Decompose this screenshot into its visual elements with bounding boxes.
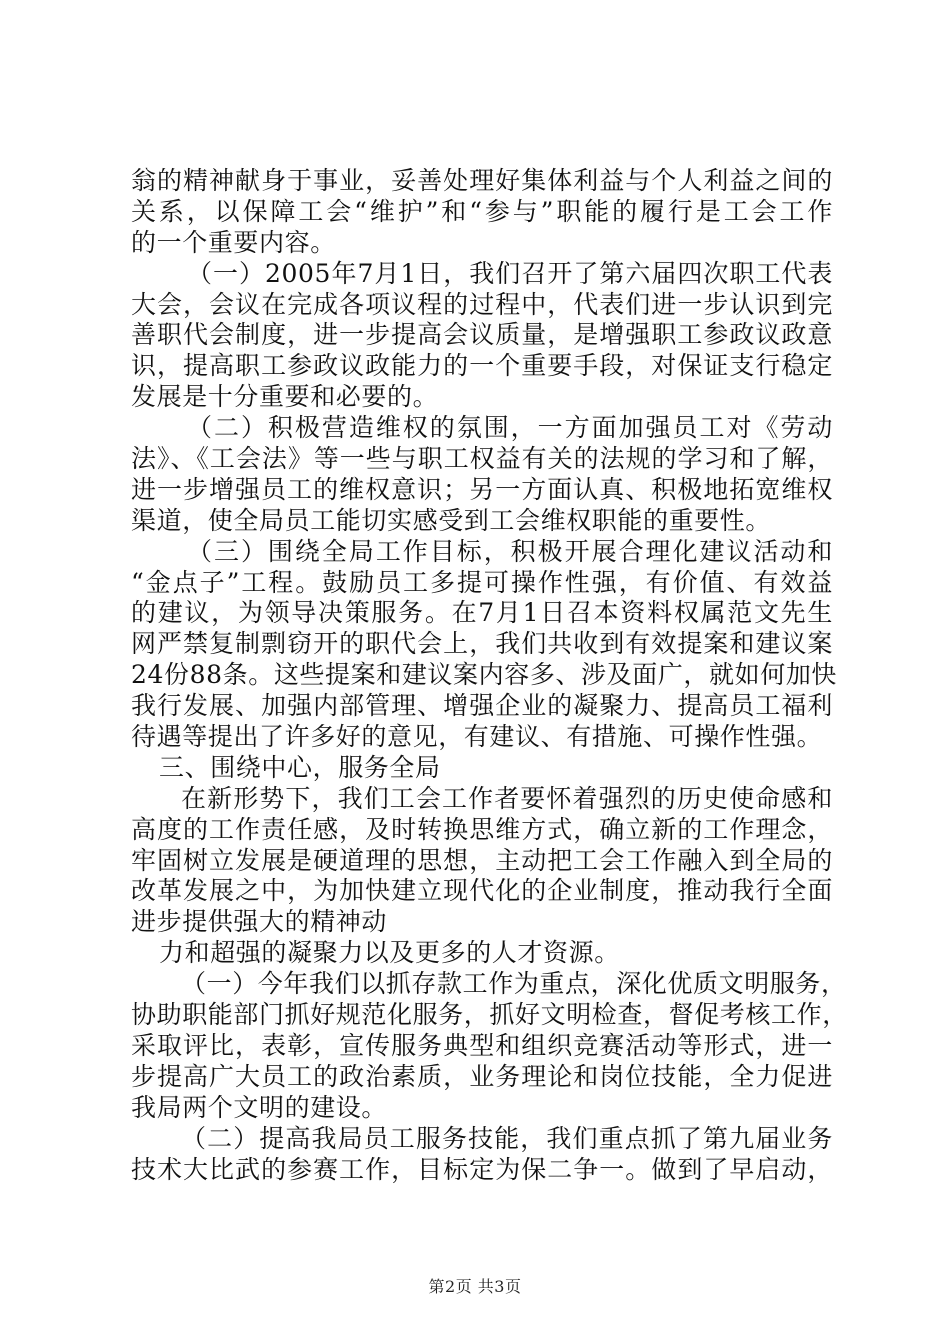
text-line: 牢固树立发展是硬道理的思想，主动把工会工作融入到全局的: [131, 845, 833, 875]
text-line: 的一个重要内容。: [131, 227, 336, 257]
text-line: 待遇等提出了许多好的意见，有建议、有措施、可操作性强。: [131, 722, 823, 752]
text-line: 进步提供强大的精神动: [131, 907, 388, 937]
text-line: 发展是十分重要和必要的。: [131, 382, 439, 412]
text-line: 关系，以保障工会“维护”和“参与”职能的履行是工会工作: [131, 196, 833, 226]
text-line: 进一步增强员工的维权意识；另一方面认真、积极地拓宽维权: [131, 474, 833, 504]
text-line: 翁的精神献身于事业，妥善处理好集体利益与个人利益之间的: [131, 166, 833, 195]
text-line: 24份88条。这些提案和建议案内容多、涉及面广，就如何加快: [131, 660, 838, 690]
text-line: 的建议，为领导决策服务。在7月1日召本资料权属范文先生: [131, 598, 833, 628]
text-line: 我局两个文明的建设。: [131, 1092, 388, 1122]
text-line: 协助职能部门抓好规范化服务，抓好文明检查，督促考核工作，: [131, 1000, 848, 1030]
text-line: 力和超强的凝聚力以及更多的人才资源。: [159, 938, 620, 968]
text-line: 渠道，使全局员工能切实感受到工会维权职能的重要性。: [131, 505, 772, 535]
text-line: 高度的工作责任感，及时转换思维方式，确立新的工作理念，: [131, 814, 833, 844]
text-line: （一）今年我们以抓存款工作为重点，深化优质文明服务，: [181, 969, 847, 999]
page-footer: 第2页 共3页: [428, 1277, 522, 1296]
text-line: 在新形势下，我们工会工作者要怀着强烈的历史使命感和: [181, 783, 833, 813]
text-line: （二）积极营造维权的氛围，一方面加强员工对《劳动: [187, 413, 833, 443]
text-line: 我行发展、加强内部管理、增强企业的凝聚力、提高员工福利: [131, 691, 833, 721]
text-line: 技术大比武的参赛工作，目标定为保二争一。做到了早启动，: [131, 1154, 833, 1184]
text-line: 识，提高职工参政议政能力的一个重要手段，对保证支行稳定: [131, 351, 833, 381]
text-line: 网严禁复制剽窃开的职代会上，我们共收到有效提案和建议案: [131, 629, 833, 659]
text-line: 采取评比，表彰，宣传服务典型和组织竞赛活动等形式，进一: [131, 1030, 833, 1060]
text-line: 大会，会议在完成各项议程的过程中，代表们进一步认识到完: [131, 289, 833, 319]
text-line: 法》、《工会法》等一些与职工权益有关的法规的学习和了解，: [131, 444, 833, 474]
text-line: （三）围绕全局工作目标，积极开展合理化建议活动和: [187, 536, 833, 566]
text-line: （二）提高我局员工服务技能，我们重点抓了第九届业务: [181, 1123, 833, 1153]
text-line: （一）2005年7月1日，我们召开了第六届四次职工代表: [187, 258, 833, 288]
text-line: 善职代会制度，进一步提高会议质量，是增强职工参政议政意: [131, 320, 833, 350]
text-line: 三、围绕中心，服务全局: [159, 752, 441, 782]
body-text: [131, 166, 848, 1185]
text-line: 步提高广大员工的政治素质，业务理论和岗位技能，全力促进: [131, 1061, 833, 1091]
text-line: “金点子”工程。鼓励员工多提可操作性强，有价值、有效益: [131, 567, 833, 597]
text-line: 改革发展之中，为加快建立现代化的企业制度，推动我行全面: [131, 876, 833, 906]
